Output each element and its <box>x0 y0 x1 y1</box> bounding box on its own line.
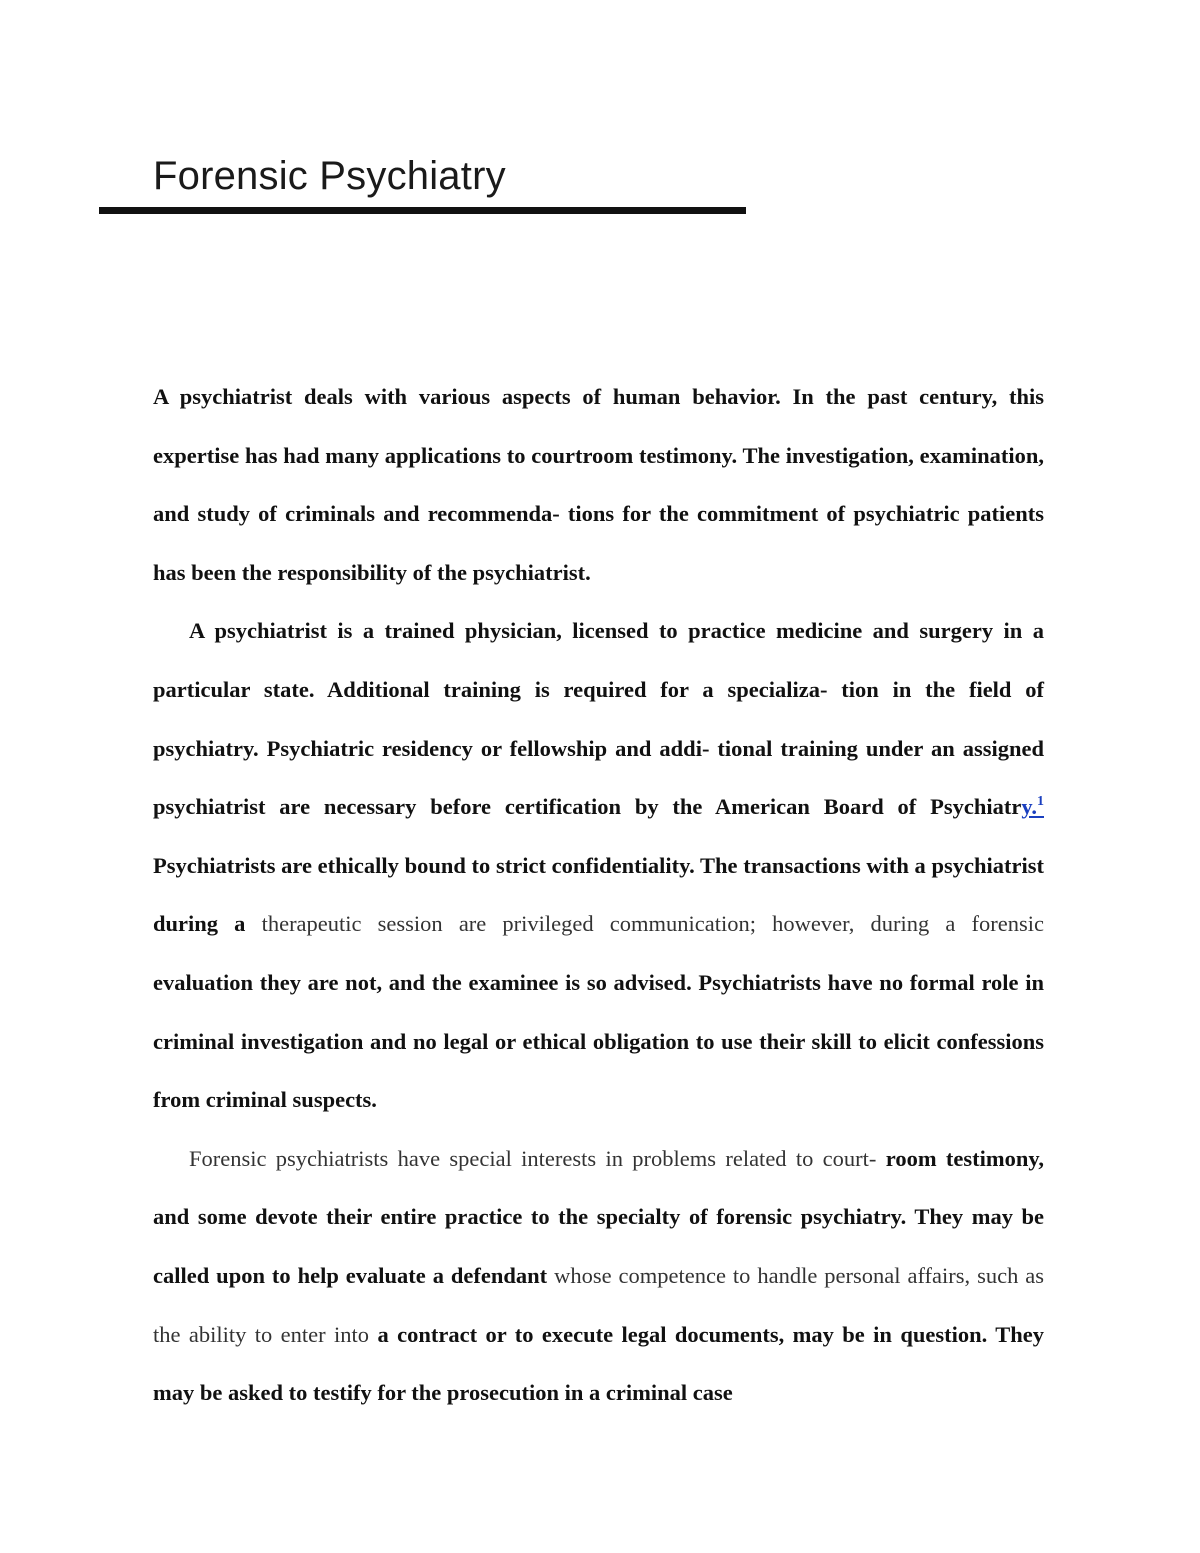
footnote-link-text: y. <box>1021 794 1037 820</box>
paragraph-2 <box>153 602 1044 1129</box>
paragraph-3-part-4: a contract or to execute legal documents, may be in question. They may be asked to testify for the prosecution in a criminal case <box>153 1321 1044 1406</box>
document-title: Forensic Psychiatry <box>153 154 506 198</box>
paragraph-2-part-1: A psychiatrist is a trained physician, licensed to practice medicine and surgery in a particular state. Additional training is required for a specializa- tion in the field of psychiatry. Psychiatric residency or fellowship and addi- tional training under an assigned psychiatrist are necessary before certification by the American Board of Psychiatr <box>153 618 1044 820</box>
paragraph-2-part-3: therapeutic session are privileged communication; however, during a forensic <box>261 911 1044 937</box>
paragraph-3-part-3: whose competence to handle personal affairs, such as the ability to enter into <box>153 1262 1044 1347</box>
paragraph-2-part-2: Psychiatrists are ethically bound to strict confidentiality. The transactions with a psychiatrist during a <box>153 852 1044 937</box>
footnote-number: 1 <box>1037 794 1044 810</box>
paragraph-3 <box>153 1130 1044 1423</box>
paragraph-1-text: A psychiatrist deals with various aspects of human behavior. In the past century, this expertise has had many applications to courtroom testimony. The investigation, examination, and study of criminals and recommenda- tions for the commitment of psychiatric patients has been the responsibility of the psychiatrist. <box>153 384 1044 585</box>
title-underline-rule <box>99 207 746 214</box>
footnote-1-link[interactable] <box>1021 794 1044 819</box>
paragraph-2-part-4: evaluation they are not, and the examinee is so advised. Psychiatrists have no formal role in criminal investigation and no legal or ethical obligation to use their skill to elicit confessions from criminal suspects. <box>153 969 1044 1113</box>
document-body <box>153 368 1044 1423</box>
paragraph-3-part-2: room testimony, and some devote their entire practice to the specialty of forensic psychiatry. They may be called upon to help evaluate a defendant <box>153 1145 1044 1288</box>
paragraph-1 <box>153 368 1044 602</box>
paragraph-3-part-1: Forensic psychiatrists have special interests in problems related to court- <box>189 1145 886 1171</box>
